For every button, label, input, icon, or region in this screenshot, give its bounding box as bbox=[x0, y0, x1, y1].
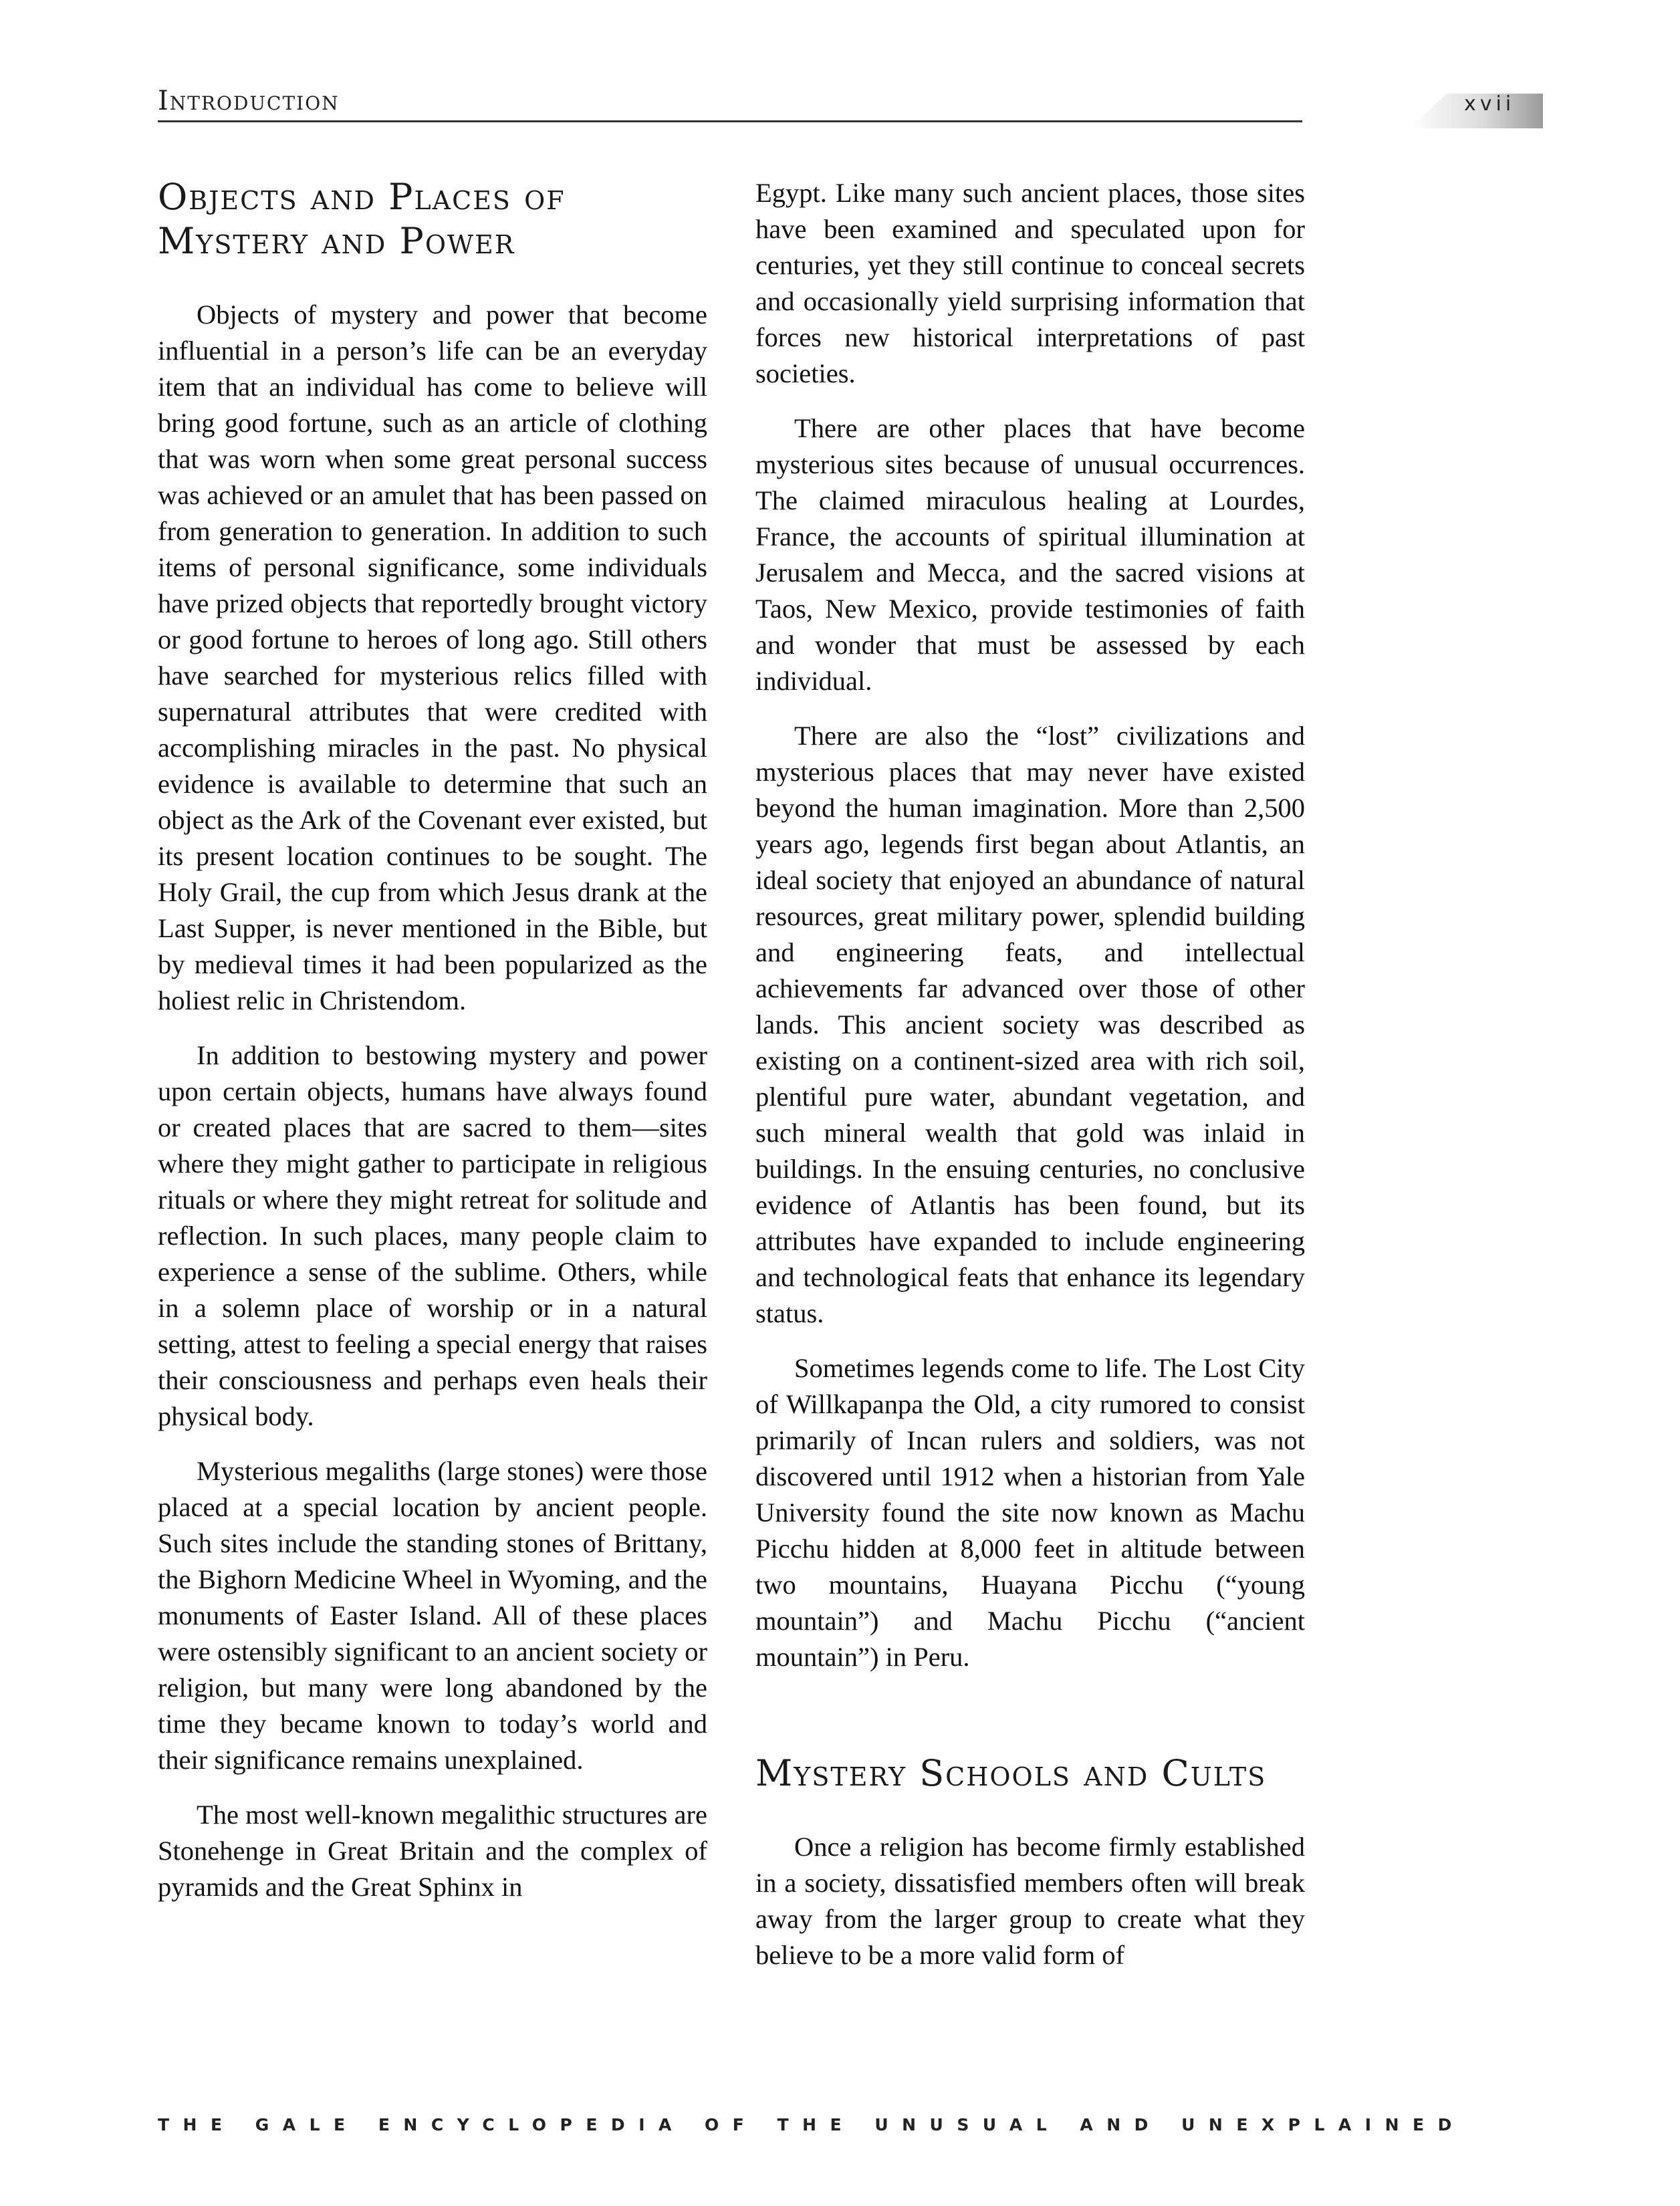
section-heading-objects-places: Objects and Places of Mystery and Power bbox=[158, 176, 566, 262]
paragraph: There are also the “lost” civilizations and mysterious places that may never have existed beyond the human imagination. More than 2,500 years ago, legends first began about Atlantis, an ideal society that enjoyed an abundance of natural resources, great military power, splendid building and engineering feats, and intellectual achievements far advanced over those of other lands. This ancient society was described as existing on a continent-sized area with rich soil, plentiful pure water, abundant vegetation, and such mineral wealth that gold was inlaid in buildings. In the ensuing centuries, no conclusive evidence of Atlantis has been found, but its attributes have expanded to include engineering and technological feats that enhance its legendary status. bbox=[755, 721, 1305, 1328]
running-head: Introduction bbox=[158, 86, 340, 116]
paragraph: Mysterious megaliths (large stones) were those placed at a special location by ancient people. Such sites include the standing stones of Brittany, the Bighorn Medicine Wheel in Wyoming, and the monuments of Easter Island. All of these places were ostensibly significant to an ancient society or religion, but many were long abandoned by the time they became known to today’s world and their significance remains unexplained. bbox=[158, 1456, 707, 1775]
paragraph: Objects of mystery and power that become influential in a person’s life can be an everyday item that an individual has come to believe will bring good fortune, such as an article of clothing that was worn when some great personal success was achieved or an amulet that has been passed on from generation to generation. In addition to such items of personal significance, some individuals have prized objects that reportedly brought victory or good fortune to heroes of long ago. Still others have searched for mysterious relics filled with supernatural attributes that were credited with accomplishing miracles in the past. No physical evidence is available to determine that such an object as the Ark of the Covenant ever existed, but its present location continues to be sought. The Holy Grail, the cup from which Jesus drank at the Last Supper, is never mentioned in the Bible, but by medieval times it had been popularized as the holiest relic in Christendom. bbox=[158, 299, 707, 1015]
section-heading-mystery-schools: Mystery Schools and Cults bbox=[755, 1752, 1267, 1794]
right-column bbox=[755, 175, 1305, 1992]
paragraph-continuation: Egypt. Like many such ancient places, those sites have been examined and speculated upon for centuries, yet they still continue to conceal secrets and occasionally yield surprising information that forces new historical interpretations of past societies. bbox=[755, 178, 1305, 388]
page-number: xvii bbox=[1464, 92, 1516, 116]
left-column bbox=[158, 175, 707, 1924]
paragraph: Sometimes legends come to life. The Lost City of Willkapanpa the Old, a city rumored to consist primarily of Incan rulers and soldiers, was not discovered until 1912 when a historian from Yale University found the site now known as Machu Picchu hidden at 8,000 feet in altitude between two mountains, Huayana Picchu (“young mountain”) and Machu Picchu (“ancient mountain”) in Peru. bbox=[755, 1353, 1305, 1672]
paragraph: The most well-known megalithic structures are Stonehenge in Great Britain and the complex of pyramids and the Great Sphinx in bbox=[158, 1800, 707, 1902]
footer-title: THE GALE ENCYCLOPEDIA OF THE UNUSUAL AND UNEXPLAINED bbox=[158, 2115, 1465, 2134]
paragraph: Once a religion has become firmly established in a society, dissatisfied members often will break away from the larger group to create what they believe to be a more valid form of bbox=[755, 1832, 1305, 1970]
paragraph: In addition to bestowing mystery and power upon certain objects, humans have always found or created places that are sacred to them—sites where they might gather to participate in religious rituals or where they might retreat for solitude and reflection. In such places, many people claim to experience a sense of the sublime. Others, while in a solemn place of worship or in a natural setting, attest to feeling a special energy that raises their consciousness and perhaps even heals their physical body. bbox=[158, 1040, 707, 1431]
header-rule bbox=[158, 120, 1302, 122]
paragraph: There are other places that have become mysterious sites because of unusual occurrences. The claimed miraculous healing at Lourdes, France, the accounts of spiritual illumination at Jerusalem and Mecca, and the sacred visions at Taos, New Mexico, provide testimonies of faith and wonder that must be assessed by each individual. bbox=[755, 413, 1305, 696]
